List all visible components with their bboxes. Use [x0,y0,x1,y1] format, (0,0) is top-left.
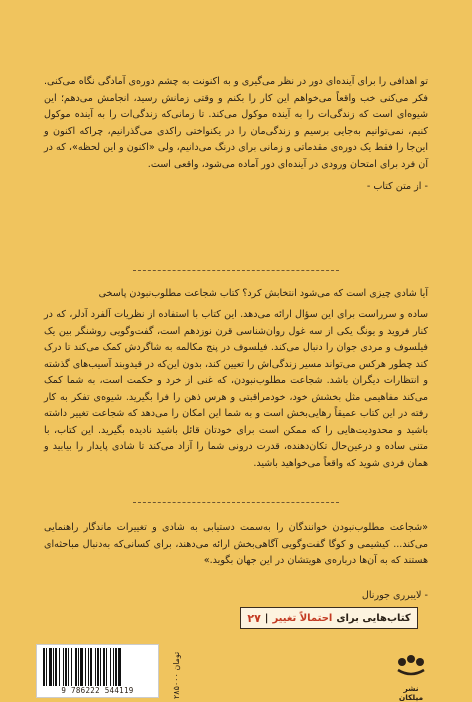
publisher-logo [390,650,432,702]
barcode-bar [118,648,121,686]
series-number: ۲۷ [247,611,261,625]
barcode-bar [78,648,79,686]
barcode-bar [85,648,86,686]
excerpt-source: - از متن کتاب - [366,181,428,192]
barcode-bars [41,648,154,686]
barcode-bar [106,648,107,686]
barcode-bar [115,648,117,686]
barcode-bar [110,648,111,686]
barcode-digits: 9 786222 544119 [61,686,134,695]
review-source: - لایبرری جورنال [361,590,428,601]
barcode-bar [103,648,105,686]
series-divider: | [264,612,269,624]
barcode-bar [88,648,89,686]
review-quote: «شجاعت مطلوب‌نبودن خوانندگان را به‌سمت دستیابی به شادی و تغییرات ماندگار راهنمایی می‌کند... کیشیمی و کوگا گفت‌وگویی آگاهی‌بخش ارائه می‌دهند، برای کسانی‌که به‌دنبال مباحثه‌ای هستند که به آن‌ها درباره‌ی هویتشان در این جهان بگوید.» [44,522,428,566]
barcode-bar [95,648,96,686]
about-paragraph: ساده و سرراست برای این سؤال ارائه می‌دهد. این کتاب با استفاده از نظریات آلفرد آدلر، که در کنار فروید و یونگ یکی از سه غول روان‌شناسی قرن نوزدهم است، گفت‌وگویی روشنگر بین یک فیلسوف و مردی جوان را دنبال می‌کند. فیلسوف در پنج مکالمه به شاگردش کمک می‌کند تا درک کند چطور هرکس می‌تواند مسیر زندگی‌اش را تعیین کند، بدون این‌که در قیدوبند آسیب‌های گذشته و انتظارات دیگران باشد. شجاعت مطلوب‌نبودن، که غنی از خرد و حکمت است، به شما کمک می‌کند مفاهیمی مثل بخشش خود، خودمراقبتی و هرس ذهن را فرا بگیرید. شیوه‌ی تفکر به کار رفته در این کتاب عمیقاً رهایی‌بخش است و به شما این امکان را می‌دهد که شجاعت تغییر داشته باشید و محدودیت‌هایی را که ممکن است برای خودتان قائل باشید نادیده بگیرید. این کتاب، با متنی ساده و درعین‌حال تکان‌دهنده، قدرت درونی شما را آزاد می‌کند تا شادی پایدار را بیابید و همان فردی شوید که واقعاً می‌خواهید باشید. [44,309,428,469]
barcode-bar [75,648,77,686]
barcode-bar [63,648,64,686]
barcode-bar [71,648,72,686]
barcode-bar [65,648,67,686]
excerpt-paragraph: تو اهدافی را برای آینده‌ای دور در نظر می‌گیری و به اکنونت به چشم دوره‌ی آمادگی نگاه می‌کنی. فکر می‌کنی خب واقعاً می‌خواهم این کار را بکنم و وقتی زمانش رسید، انجامش می‌دهم؛ این شیوه‌ای است که زندگی‌ات را به آینده موکول می‌کند. تا زمانی‌که زندگی‌ات را به آینده موکول کنیم، نمی‌توانیم به‌جایی برسیم و زندگی‌مان را در یکنواختی راکدی می‌گذرانیم، چراکه اکنون و این‌جا را فقط یک دوره‌ی مقدماتی و زمانی برای درنگ می‌دانیم، ولی «اکنون و این لحظه»، که در آن فرد برای امتحان ورودی در آینده‌ای دور آماده می‌شود، واقعی است. [44,76,428,170]
barcode-bar [90,648,92,686]
barcode-bar [59,648,60,686]
barcode-bar [53,648,54,686]
price-label: ۲۸۵۰۰۰ تومان [172,651,181,699]
series-prefix: کتاب‌هایی برای [336,612,411,624]
barcode-bar [49,648,52,686]
barcode-bar [113,648,114,686]
barcode-bar [55,648,57,686]
barcode-bar [68,648,69,686]
publisher-name: نشر میلکان [398,684,424,702]
series-label [240,607,418,629]
barcode-bar [100,648,101,686]
dashed-divider-bottom [133,502,339,503]
barcode-bar [43,648,45,686]
barcode-bar [46,648,47,686]
series-highlight: احتمالاً تغییر [272,612,333,624]
dashed-divider-top [133,270,339,271]
publisher-logo-icon [390,650,432,680]
barcode-bar [80,648,83,686]
barcode [36,644,159,698]
barcode-bar [97,648,99,686]
about-question: آیا شادی چیزی است که می‌شود انتخابش کرد؟ کتاب شجاعت مطلوب‌نبودن پاسخی [98,288,428,299]
